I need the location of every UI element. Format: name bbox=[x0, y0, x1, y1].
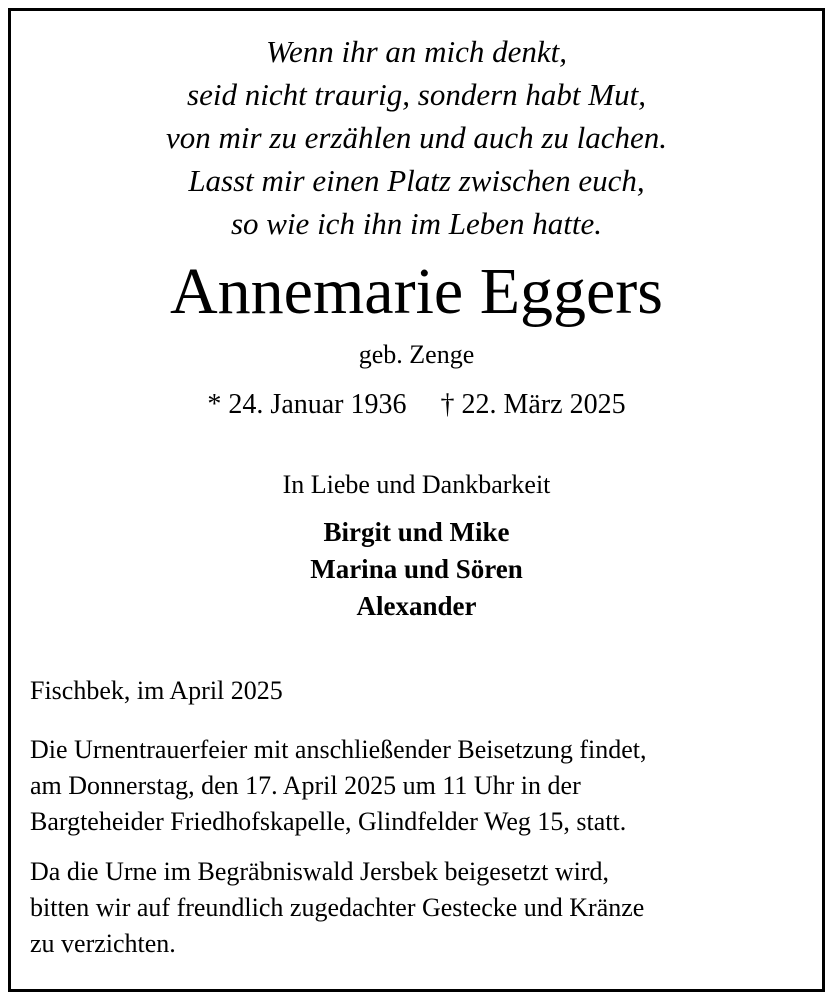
deceased-name: Annemarie Eggers bbox=[170, 255, 663, 328]
death-date: † 22. März 2025 bbox=[440, 389, 626, 420]
poem-line: Wenn ihr an mich denkt, bbox=[265, 34, 568, 69]
life-dates bbox=[0, 386, 833, 424]
ceremony-line: Die Urnentrauerfeier mit anschließender Beisetzung findet, bbox=[30, 735, 647, 764]
place-date: Fischbek, im April 2025 bbox=[30, 676, 283, 705]
request-line: Da die Urne im Begräbniswald Jersbek beigesetzt wird, bbox=[30, 857, 610, 886]
memorial-poem bbox=[0, 30, 833, 245]
request-line: bitten wir auf freundlich zugedachter Gestecke und Kränze bbox=[30, 893, 645, 922]
ceremony-line: am Donnerstag, den 17. April 2025 um 11 Uhr in der bbox=[30, 771, 581, 800]
flower-request bbox=[30, 854, 810, 962]
request-line: zu verzichten. bbox=[30, 929, 176, 958]
mourner: Birgit und Mike bbox=[323, 517, 510, 547]
mourners-list bbox=[0, 514, 833, 625]
ceremony-info bbox=[30, 732, 810, 840]
ceremony-line: Bargteheider Friedhofskapelle, Glindfelder Weg 15, statt. bbox=[30, 807, 627, 836]
birth-date: * 24. Januar 1936 bbox=[207, 389, 407, 420]
mourner: Alexander bbox=[356, 591, 477, 621]
dedication: In Liebe und Dankbarkeit bbox=[282, 470, 551, 499]
poem-line: Lasst mir einen Platz zwischen euch, bbox=[188, 163, 645, 198]
mourner: Marina und Sören bbox=[310, 554, 523, 584]
poem-line: von mir zu erzählen und auch zu lachen. bbox=[165, 120, 668, 155]
poem-line: seid nicht traurig, sondern habt Mut, bbox=[187, 77, 646, 112]
birth-name: geb. Zenge bbox=[358, 340, 475, 369]
poem-line: so wie ich ihn im Leben hatte. bbox=[230, 206, 603, 241]
